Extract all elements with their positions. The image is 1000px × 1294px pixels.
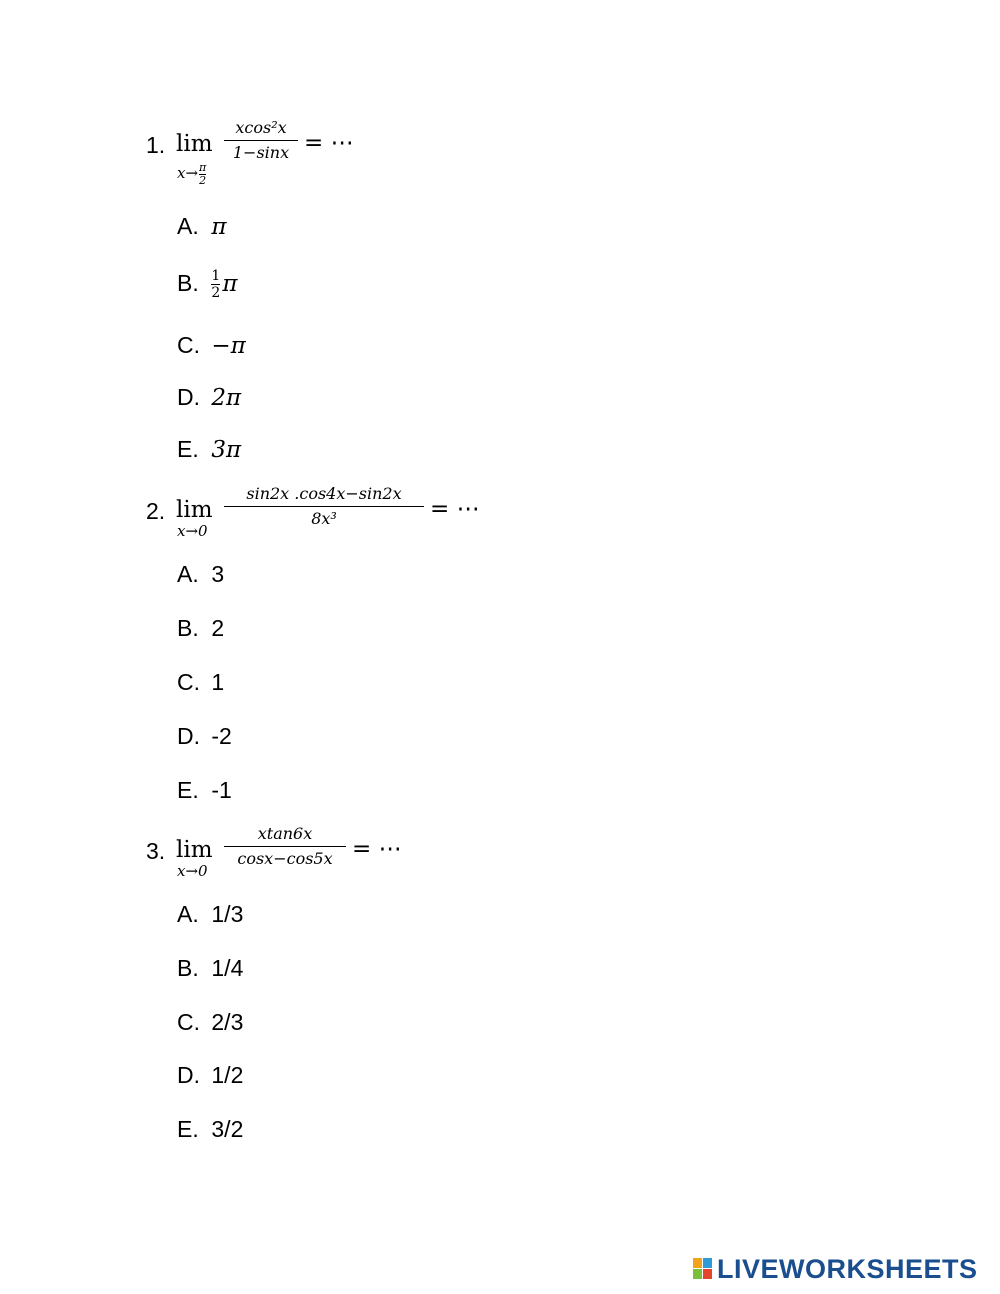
option-3b[interactable] [177, 955, 243, 985]
option-value: −π [211, 333, 246, 359]
option-label: D. [177, 384, 200, 410]
question-number: 3. [146, 838, 166, 864]
brand-name: LIVEWORKSHEETS [717, 1253, 978, 1284]
option-label: B. [177, 615, 199, 641]
lim-word: lim [176, 131, 213, 157]
option-label: B. [177, 269, 199, 296]
option-label: D. [177, 1062, 200, 1088]
option-value: 2 [211, 615, 225, 641]
option-value: 1/2 [211, 1062, 244, 1088]
limit-fraction [224, 824, 346, 868]
limit-operator [176, 484, 222, 548]
fraction-bar [224, 506, 424, 507]
limit-fraction [224, 484, 424, 528]
equals-ellipsis: = ⋯ [304, 130, 354, 156]
option-value: -2 [211, 723, 232, 749]
fraction-bar [224, 846, 346, 847]
limit-fraction [224, 118, 298, 162]
logo-square-c [693, 1269, 702, 1279]
option-value: π [222, 270, 238, 297]
option-label: E. [177, 777, 199, 803]
logo-square-a [693, 1258, 702, 1268]
limit-operator [176, 118, 222, 187]
liveworksheets-brand[interactable] [693, 1253, 978, 1285]
fraction-denominator: 1−sinx [232, 143, 290, 162]
option-value: 1/3 [211, 901, 244, 927]
option-2b[interactable] [177, 615, 224, 645]
option-value: 1/4 [211, 955, 244, 981]
option-1c[interactable] [177, 332, 246, 362]
lim-word: lim [176, 497, 213, 523]
option-value: 1 [211, 669, 225, 695]
option-label: E. [177, 1116, 199, 1142]
option-1e[interactable] [177, 436, 241, 466]
option-label: C. [177, 1009, 200, 1035]
question-number: 2. [146, 498, 166, 524]
fraction-bar [224, 140, 298, 141]
option-label: A. [177, 901, 199, 927]
option-value: 2π [211, 385, 242, 411]
option-2a[interactable] [177, 561, 224, 591]
option-value: 3 [211, 561, 225, 587]
option-2c[interactable] [177, 669, 224, 699]
option-label: C. [177, 332, 200, 358]
logo-square-d [703, 1269, 712, 1279]
option-value: 2/3 [211, 1009, 244, 1035]
option-value: π [211, 214, 227, 240]
limit-approach: x→0 [177, 522, 208, 540]
question-number: 1. [146, 132, 166, 158]
liveworksheets-logo-icon [693, 1258, 713, 1280]
option-value: 3π [211, 437, 242, 463]
limit-operator [176, 824, 222, 888]
option-1d[interactable] [177, 384, 241, 414]
option-2d[interactable] [177, 723, 232, 753]
lim-word: lim [176, 837, 213, 863]
option-value: 3/2 [211, 1116, 244, 1142]
option-label: A. [177, 561, 199, 587]
option-3a[interactable] [177, 901, 243, 931]
option-1b[interactable] [177, 268, 238, 301]
option-label: E. [177, 436, 199, 462]
option-label: D. [177, 723, 200, 749]
option-3e[interactable] [177, 1116, 243, 1146]
option-label: A. [177, 213, 199, 239]
option-label: B. [177, 955, 199, 981]
fraction-denominator: cosx−cos5x [237, 849, 333, 868]
option-value: -1 [211, 777, 232, 803]
option-3d[interactable] [177, 1062, 243, 1092]
limit-approach: x→ $\frac{\pi}{2}$ [177, 161, 207, 187]
option-2e[interactable] [177, 777, 232, 807]
fraction-numerator: xtan6x [257, 824, 313, 843]
option-3c[interactable] [177, 1009, 243, 1039]
fraction-denominator: 8x³ [311, 509, 337, 528]
option-fraction: $\frac{1}{2}$ [211, 268, 221, 301]
option-1a[interactable] [177, 213, 227, 243]
logo-square-b [703, 1258, 712, 1268]
fraction-numerator: xcos²x [235, 118, 287, 137]
equals-ellipsis: = ⋯ [430, 496, 480, 522]
equals-ellipsis: = ⋯ [352, 836, 402, 862]
option-label: C. [177, 669, 200, 695]
limit-approach: x→0 [177, 862, 208, 880]
fraction-numerator: sin2x .cos4x−sin2x [246, 484, 402, 503]
